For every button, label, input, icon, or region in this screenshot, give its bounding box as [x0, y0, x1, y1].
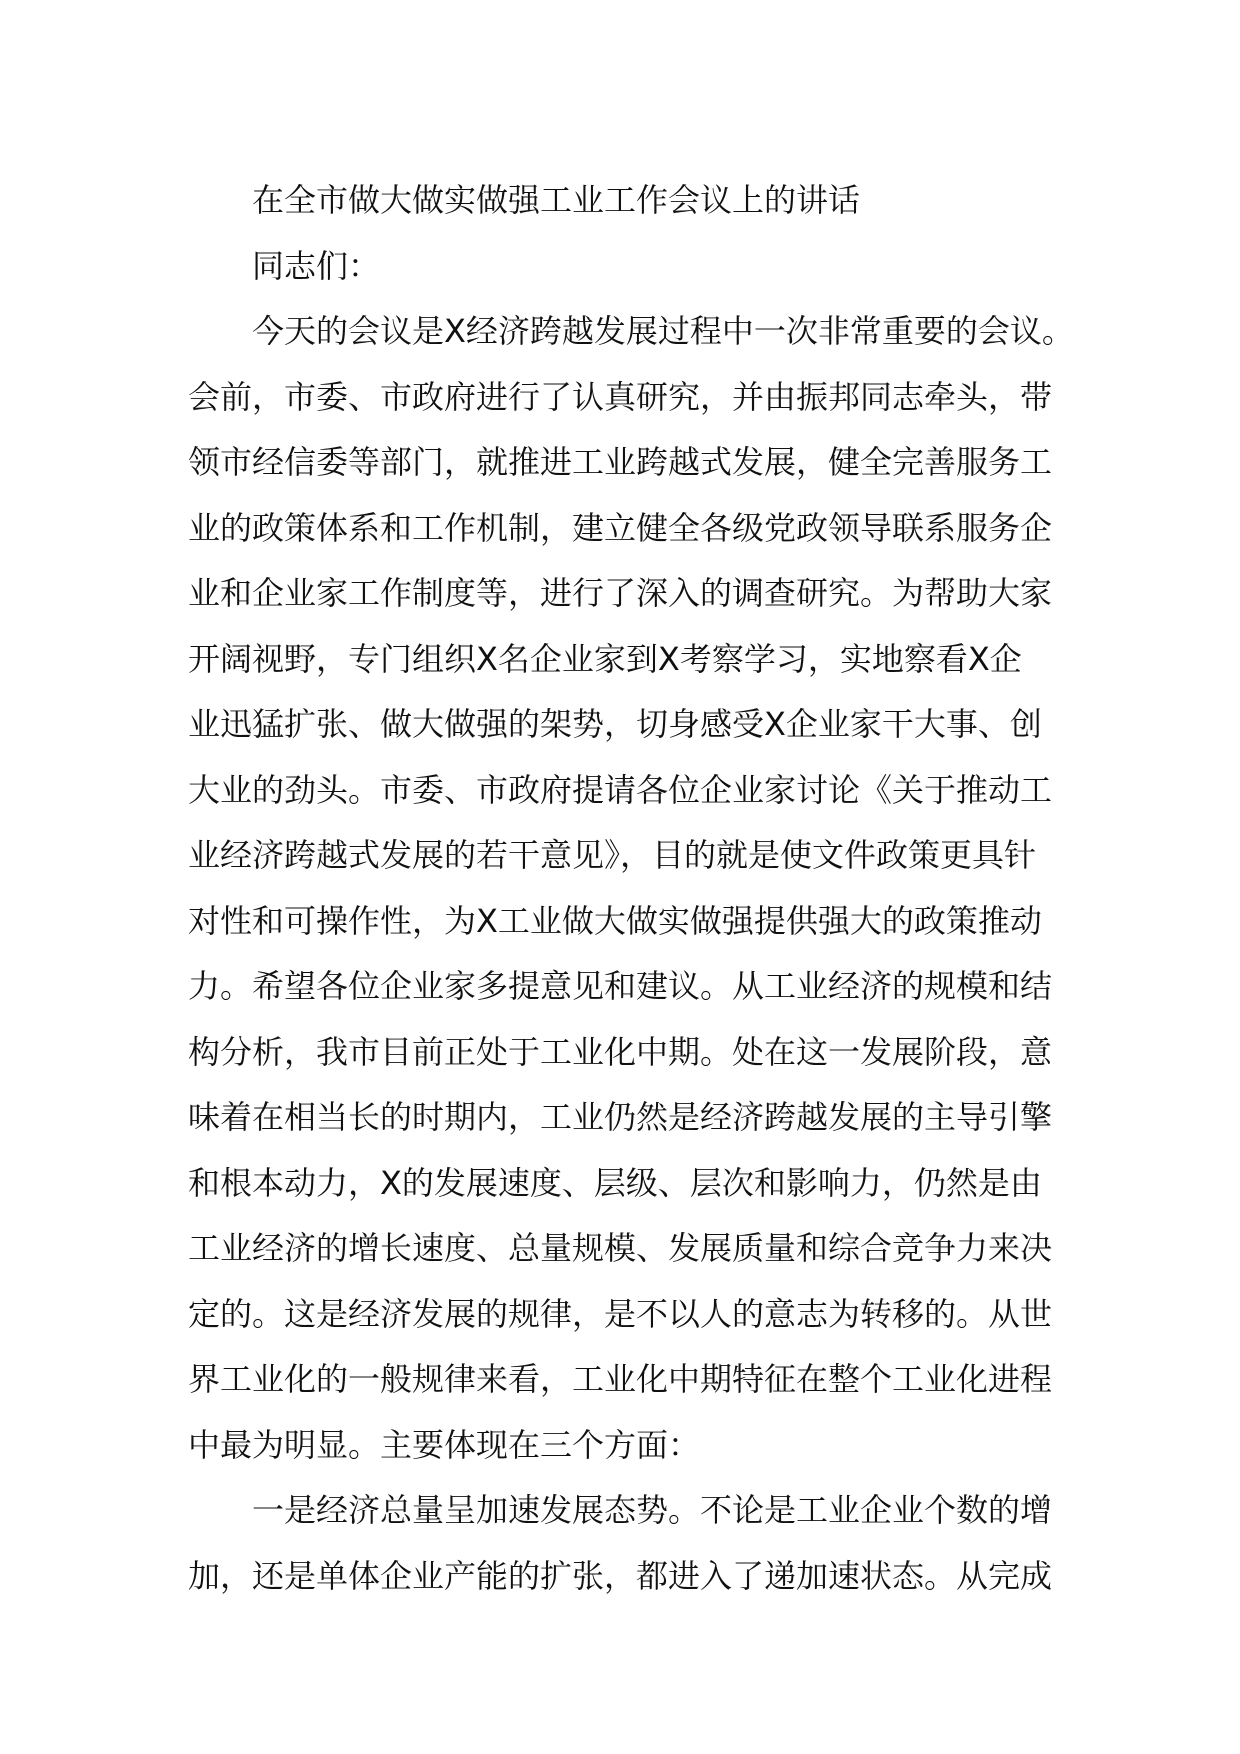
paragraph-line: 业迅猛扩张、做大做强的架势，切身感受X企业家干大事、创	[188, 705, 1042, 743]
paragraph-line: 中最为明显。主要体现在三个方面：	[188, 1425, 701, 1464]
paragraph-line: 业的政策体系和工作机制，建立健全各级党政领导联系服务企	[188, 508, 1053, 547]
paragraph-line: 加，还是单体企业产能的扩张，都进入了递加速状态。从完成	[188, 1556, 1053, 1595]
paragraph-line: 领市经信委等部门，就推进工业跨越式发展，健全完善服务工	[188, 443, 1053, 481]
paragraph-line: 对性和可操作性，为X工业做大做实做强提供强大的政策推动	[188, 901, 1042, 940]
document-title: 在全市做大做实做强工业工作会议上的讲话	[252, 181, 861, 219]
paragraph-line: 构分析，我市目前正处于工业化中期。处在这一发展阶段，意	[188, 1032, 1053, 1071]
paragraph-line: 工业经济的增长速度、总量规模、发展质量和综合竞争力来决	[188, 1229, 1053, 1267]
paragraph-line: 一是经济总量呈加速发展态势。不论是工业企业个数的增	[252, 1491, 1053, 1529]
paragraph-line: 业经济跨越式发展的若干意见》，目的就是使文件政策更具针	[188, 836, 1037, 874]
paragraph-line: 和根本动力，X的发展速度、层级、层次和影响力，仍然是由	[188, 1163, 1042, 1202]
salutation: 同志们：	[252, 246, 381, 285]
paragraph-line: 大业的劲头。市委、市政府提请各位企业家讨论《关于推动工	[188, 770, 1053, 809]
paragraph-line: 味着在相当长的时期内，工业仍然是经济跨越发展的主导引擎	[188, 1098, 1053, 1136]
paragraph-line: 今天的会议是X经济跨越发展过程中一次非常重要的会议。	[252, 312, 1074, 350]
paragraph-line: 开阔视野，专门组织X名企业家到X考察学习，实地察看X企	[188, 639, 1022, 678]
paragraph-line: 业和企业家工作制度等，进行了深入的调查研究。为帮助大家	[188, 574, 1053, 612]
paragraph-line: 定的。这是经济发展的规律，是不以人的意志为转移的。从世	[188, 1294, 1053, 1333]
document-body	[188, 168, 1074, 1609]
paragraph-line: 会前，市委、市政府进行了认真研究，并由振邦同志牵头，带	[188, 377, 1053, 416]
paragraph-line: 界工业化的一般规律来看，工业化中期特征在整个工业化进程	[188, 1360, 1053, 1398]
paragraph-line: 力。希望各位企业家多提意见和建议。从工业经济的规模和结	[188, 967, 1053, 1005]
